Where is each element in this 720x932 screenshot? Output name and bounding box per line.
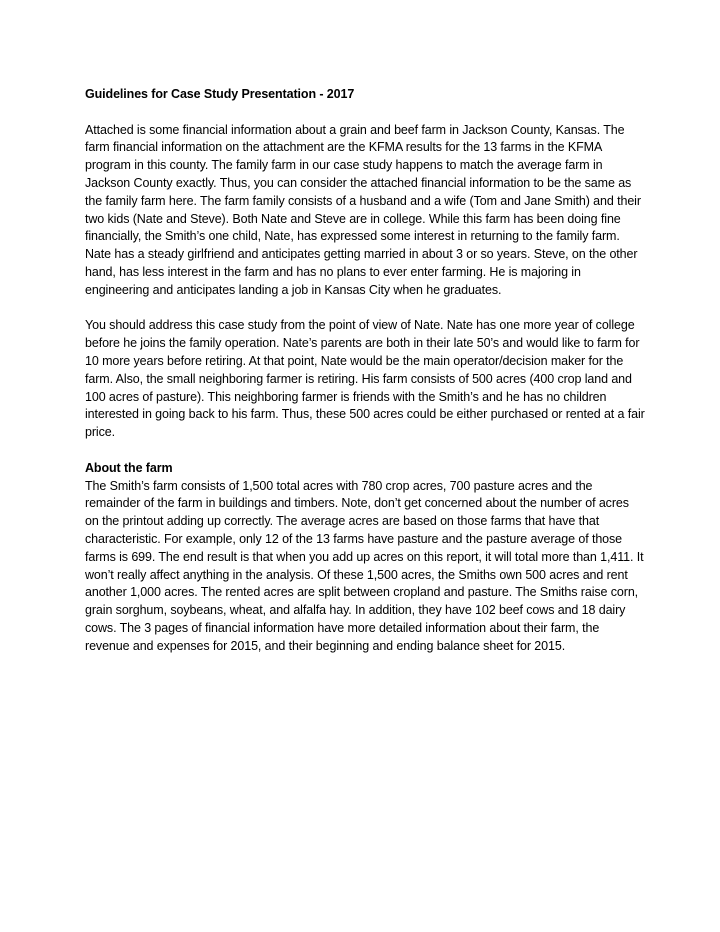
intro-paragraph: Attached is some financial information about a grain and beef farm in Jackson County, Kansas. The farm financial information on the attachment are the KFMA results for the 13 farms in the KFMA program in this county. The family farm in our case study happens to match the average farm in Jackson County exactly. Thus, you can consider the attached financial information to be the same as the family farm here. The farm family consists of a husband and a wife (Tom and Jane Smith) and their two kids (Nate and Steve). Both Nate and Steve are in college. While this farm has been doing fine financially, the Smith’s one child, Nate, has expressed some interest in returning to the family farm. Nate has a steady girlfriend and anticipates getting married in about 3 or so years. Steve, on the other hand, has less interest in the farm and has no plans to ever enter farming. He is majoring in engineering and anticipates landing a job in Kansas City when he graduates. — [85, 122, 641, 297]
point-of-view-paragraph: You should address this case study from the point of view of Nate. Nate has one more year of college before he joins the family operation. Nate’s parents are both in their late 50’s and would like to farm for 10 more years before retiring. At that point, Nate would be the main operator/decision maker for the farm. Also, the small neighboring farmer is retiring. His farm consists of 500 acres (400 crop land and 100 acres of pasture). This neighboring farmer is friends with the Smith’s and he has no children interested in going back to his farm. Thus, these 500 acres could be either purchased or rented at a fair price. — [85, 318, 645, 440]
document-title: Guidelines for Case Study Presentation - 2017 — [85, 87, 355, 101]
document-body — [85, 86, 645, 656]
section-heading-about-the-farm: About the farm — [85, 460, 173, 475]
about-the-farm-paragraph: The Smith’s farm consists of 1,500 total acres with 780 crop acres, 700 pasture acres and the remainder of the farm in buildings and timbers. Note, don’t get concerned about the number of acres on the printout adding up correctly. The average acres are based on those farms that have that characteristic. For example, only 12 of the 13 farms have pasture and the pasture average of those farms is 699. The end result is that when you add up acres on this report, it will total more than 1,411. It won’t really affect anything in the analysis. Of these 1,500 acres, the Smiths own 500 acres and rent another 1,000 acres. The rented acres are split between cropland and pasture. The Smiths raise corn, grain sorghum, soybeans, wheat, and alfalfa hay. In addition, they have 102 beef cows and 18 dairy cows. The 3 pages of financial information have more detailed information about their farm, the revenue and expenses for 2015, and their beginning and ending balance sheet for 2015. — [85, 478, 644, 653]
